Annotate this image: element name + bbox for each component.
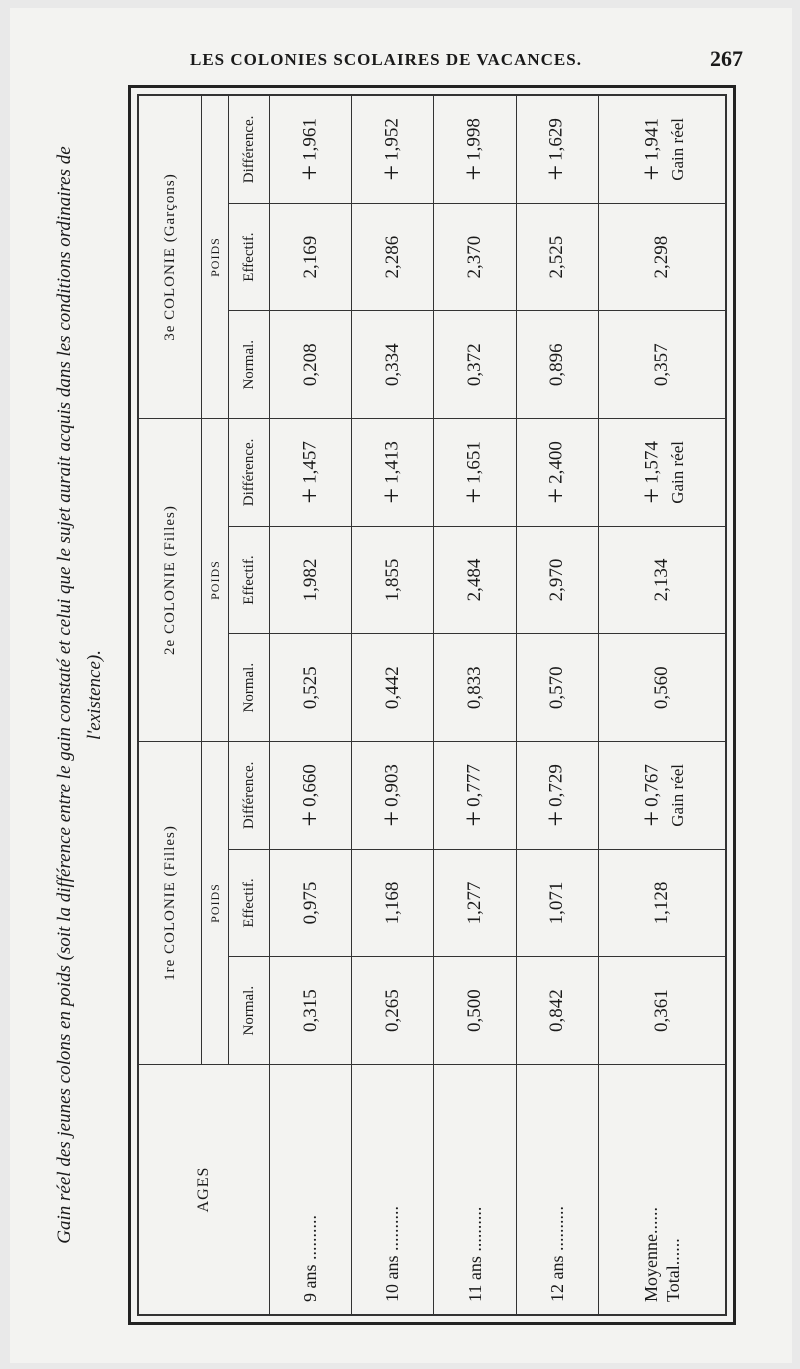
mean-total-label [598,1065,725,1315]
difference-value: +1,952 [352,96,434,204]
normal-value: 0,334 [352,311,434,419]
effectif-value: 2,298 [598,203,725,311]
sub-header-normal: Normal. [229,634,270,742]
normal-value: 0,357 [598,311,725,419]
weight-gain-table [138,95,726,1315]
normal-value: 0,842 [516,957,598,1065]
ages-header: AGES [139,1065,270,1315]
effectif-value: 1,855 [352,526,434,634]
difference-value: +2,400 [516,419,598,527]
normal-value: 0,570 [516,634,598,742]
difference-value: +1,961 [270,96,352,204]
effectif-value: 2,169 [270,203,352,311]
sub-header-difference: Différence. [229,419,270,527]
difference-value: +1,413 [352,419,434,527]
effectif-value: 2,484 [434,526,516,634]
normal-value: 0,560 [598,634,725,742]
mean-total-row [598,96,725,1315]
sub-header-difference: Différence. [229,96,270,204]
sub-header-effectif: Effectif. [229,849,270,957]
gain-reel-label: Gain réel [667,117,687,181]
rotated-table-block [50,85,740,1325]
difference-value: +0,767 Gain réel [598,742,725,850]
age-label: 10 ans .......... [352,1065,434,1315]
age-label: 9 ans .......... [270,1065,352,1315]
effectif-value: 2,370 [434,203,516,311]
difference-value: +0,777 [434,742,516,850]
difference-value: +1,574 Gain réel [598,419,725,527]
sub-header-effectif: Effectif. [229,203,270,311]
sub-header-difference: Différence. [229,742,270,850]
difference-value: +1,629 [516,96,598,204]
table-row [270,96,352,1315]
effectif-value: 1,128 [598,849,725,957]
difference-value: +1,941 Gain réel [598,96,725,204]
difference-value: +0,729 [516,742,598,850]
difference-value: +0,903 [352,742,434,850]
normal-value: 0,896 [516,311,598,419]
effectif-value: 2,970 [516,526,598,634]
poids-label-3: POIDS [202,96,229,419]
normal-value: 0,442 [352,634,434,742]
normal-value: 0,208 [270,311,352,419]
effectif-value: 1,168 [352,849,434,957]
poids-label-1: POIDS [202,742,229,1065]
table-row [516,96,598,1315]
table-row [434,96,516,1315]
normal-value: 0,315 [270,957,352,1065]
difference-value: +0,660 [270,742,352,850]
effectif-value: 1,071 [516,849,598,957]
running-head: LES COLONIES SCOLAIRES DE VACANCES. [190,50,582,69]
table-caption: Gain réel des jeunes colons en poids (soit la différence entre le gain constaté et celui que le sujet aurait acquis dans les conditions ordinaires de l'existence). [54,146,105,1244]
age-label: 11 ans .......... [434,1065,516,1315]
sub-header-effectif: Effectif. [229,526,270,634]
normal-value: 0,500 [434,957,516,1065]
normal-value: 0,361 [598,957,725,1065]
group-header-3: 3e COLONIE (Garçons) [139,96,202,419]
difference-value: +1,998 [434,96,516,204]
effectif-value: 2,134 [598,526,725,634]
page-number: 267 [710,46,743,71]
normal-value: 0,833 [434,634,516,742]
difference-value: +1,651 [434,419,516,527]
sub-header-normal: Normal. [229,957,270,1065]
group-header-2: 2e COLONIE (Filles) [139,419,202,742]
normal-value: 0,265 [352,957,434,1065]
effectif-value: 2,286 [352,203,434,311]
difference-value: +1,457 [270,419,352,527]
sub-header-normal: Normal. [229,311,270,419]
normal-value: 0,372 [434,311,516,419]
mean-label: Moyenne...... [640,1207,661,1302]
effectif-value: 2,525 [516,203,598,311]
table-frame [128,85,736,1325]
poids-label-2: POIDS [202,419,229,742]
table-row [352,96,434,1315]
effectif-value: 1,982 [270,526,352,634]
gain-reel-label: Gain réel [667,441,687,504]
effectif-value: 1,277 [434,849,516,957]
effectif-value: 0,975 [270,849,352,957]
group-header-1: 1re COLONIE (Filles) [139,742,202,1065]
age-label: 12 ans .......... [516,1065,598,1315]
total-label: Total...... [662,1238,683,1302]
normal-value: 0,525 [270,634,352,742]
gain-reel-label: Gain réel [667,763,687,827]
